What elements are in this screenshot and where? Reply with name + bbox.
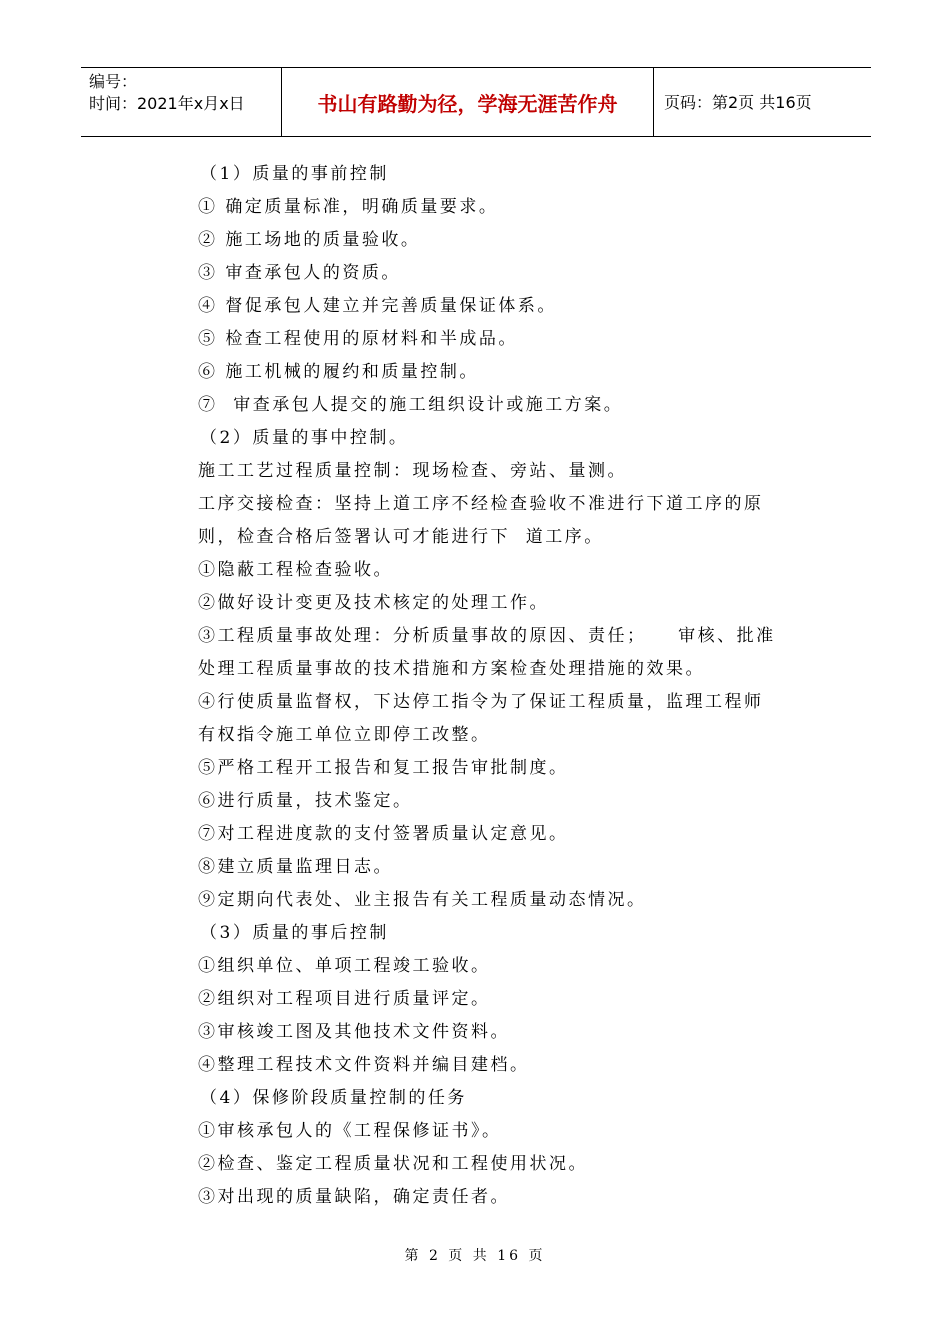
section-heading: （3）质量的事后控制 <box>200 923 389 943</box>
document-body <box>198 158 818 1214</box>
page-header <box>81 67 871 137</box>
list-item: ③ 审查承包人的资质。 <box>198 263 401 283</box>
list-item: ① 确定质量标准，明确质量要求。 <box>198 197 499 217</box>
document-number-label: 编号： <box>89 72 138 91</box>
list-item: ⑦ 审查承包人提交的施工组织设计或施工方案。 <box>198 395 624 415</box>
header-motto-cell <box>282 68 654 136</box>
list-item: ⑦对工程进度款的支付签署质量认定意见。 <box>198 824 569 844</box>
paragraph-line: 施工工艺过程质量控制：现场检查、旁站、量测。 <box>198 461 627 481</box>
list-item: ⑤ 检查工程使用的原材料和半成品。 <box>198 329 518 349</box>
paragraph-line: 工序交接检查：坚持上道工序不经检查验收不准进行下道工序的原 <box>198 494 764 514</box>
list-item: ②组织对工程项目进行质量评定。 <box>198 989 491 1009</box>
header-motto: 书山有路勤为径，学海无涯苦作舟 <box>317 92 618 116</box>
page-footer: 第 2 页 共 16 页 <box>404 1248 546 1264</box>
header-page-cell <box>654 68 871 136</box>
document-date: 时间：2021年x月x日 <box>89 94 245 113</box>
list-item: ②检查、鉴定工程质量状况和工程使用状况。 <box>198 1154 588 1174</box>
list-item: ④整理工程技术文件资料并编目建档。 <box>198 1055 530 1075</box>
list-item: ①隐蔽工程检查验收。 <box>198 560 393 580</box>
list-item: ②做好设计变更及技术核定的处理工作。 <box>198 593 549 613</box>
paragraph-line: 则，检查合格后签署认可才能进行下 道工序。 <box>198 527 604 547</box>
list-item: ⑥ 施工机械的履约和质量控制。 <box>198 362 479 382</box>
list-item: ⑥进行质量，技术鉴定。 <box>198 791 413 811</box>
header-page-info: 页码：第2页 共16页 <box>664 93 812 112</box>
section-heading: （1）质量的事前控制 <box>200 164 389 184</box>
paragraph-line: 有权指令施工单位立即停工改整。 <box>198 725 491 745</box>
header-meta-cell <box>81 68 282 136</box>
list-item: ② 施工场地的质量验收。 <box>198 230 421 250</box>
list-item: ①审核承包人的《工程保修证书》。 <box>198 1121 502 1141</box>
list-item: ④行使质量监督权，下达停工指令为了保证工程质量，监理工程师 <box>198 692 764 712</box>
list-item: ③审核竣工图及其他技术文件资料。 <box>198 1022 510 1042</box>
paragraph-line: 处理工程质量事故的技术措施和方案检查处理措施的效果。 <box>198 659 705 679</box>
list-item: ④ 督促承包人建立并完善质量保证体系。 <box>198 296 557 316</box>
list-item: ①组织单位、单项工程竣工验收。 <box>198 956 491 976</box>
section-heading: （4）保修阶段质量控制的任务 <box>200 1088 467 1108</box>
list-item: ⑨定期向代表处、业主报告有关工程质量动态情况。 <box>198 890 647 910</box>
list-item: ③工程质量事故处理：分析质量事故的原因、责任； 审核、批准 <box>198 626 776 646</box>
list-item: ③对出现的质量缺陷，确定责任者。 <box>198 1187 510 1207</box>
list-item: ⑤严格工程开工报告和复工报告审批制度。 <box>198 758 569 778</box>
list-item: ⑧建立质量监理日志。 <box>198 857 393 877</box>
section-heading: （2）质量的事中控制。 <box>200 428 409 448</box>
